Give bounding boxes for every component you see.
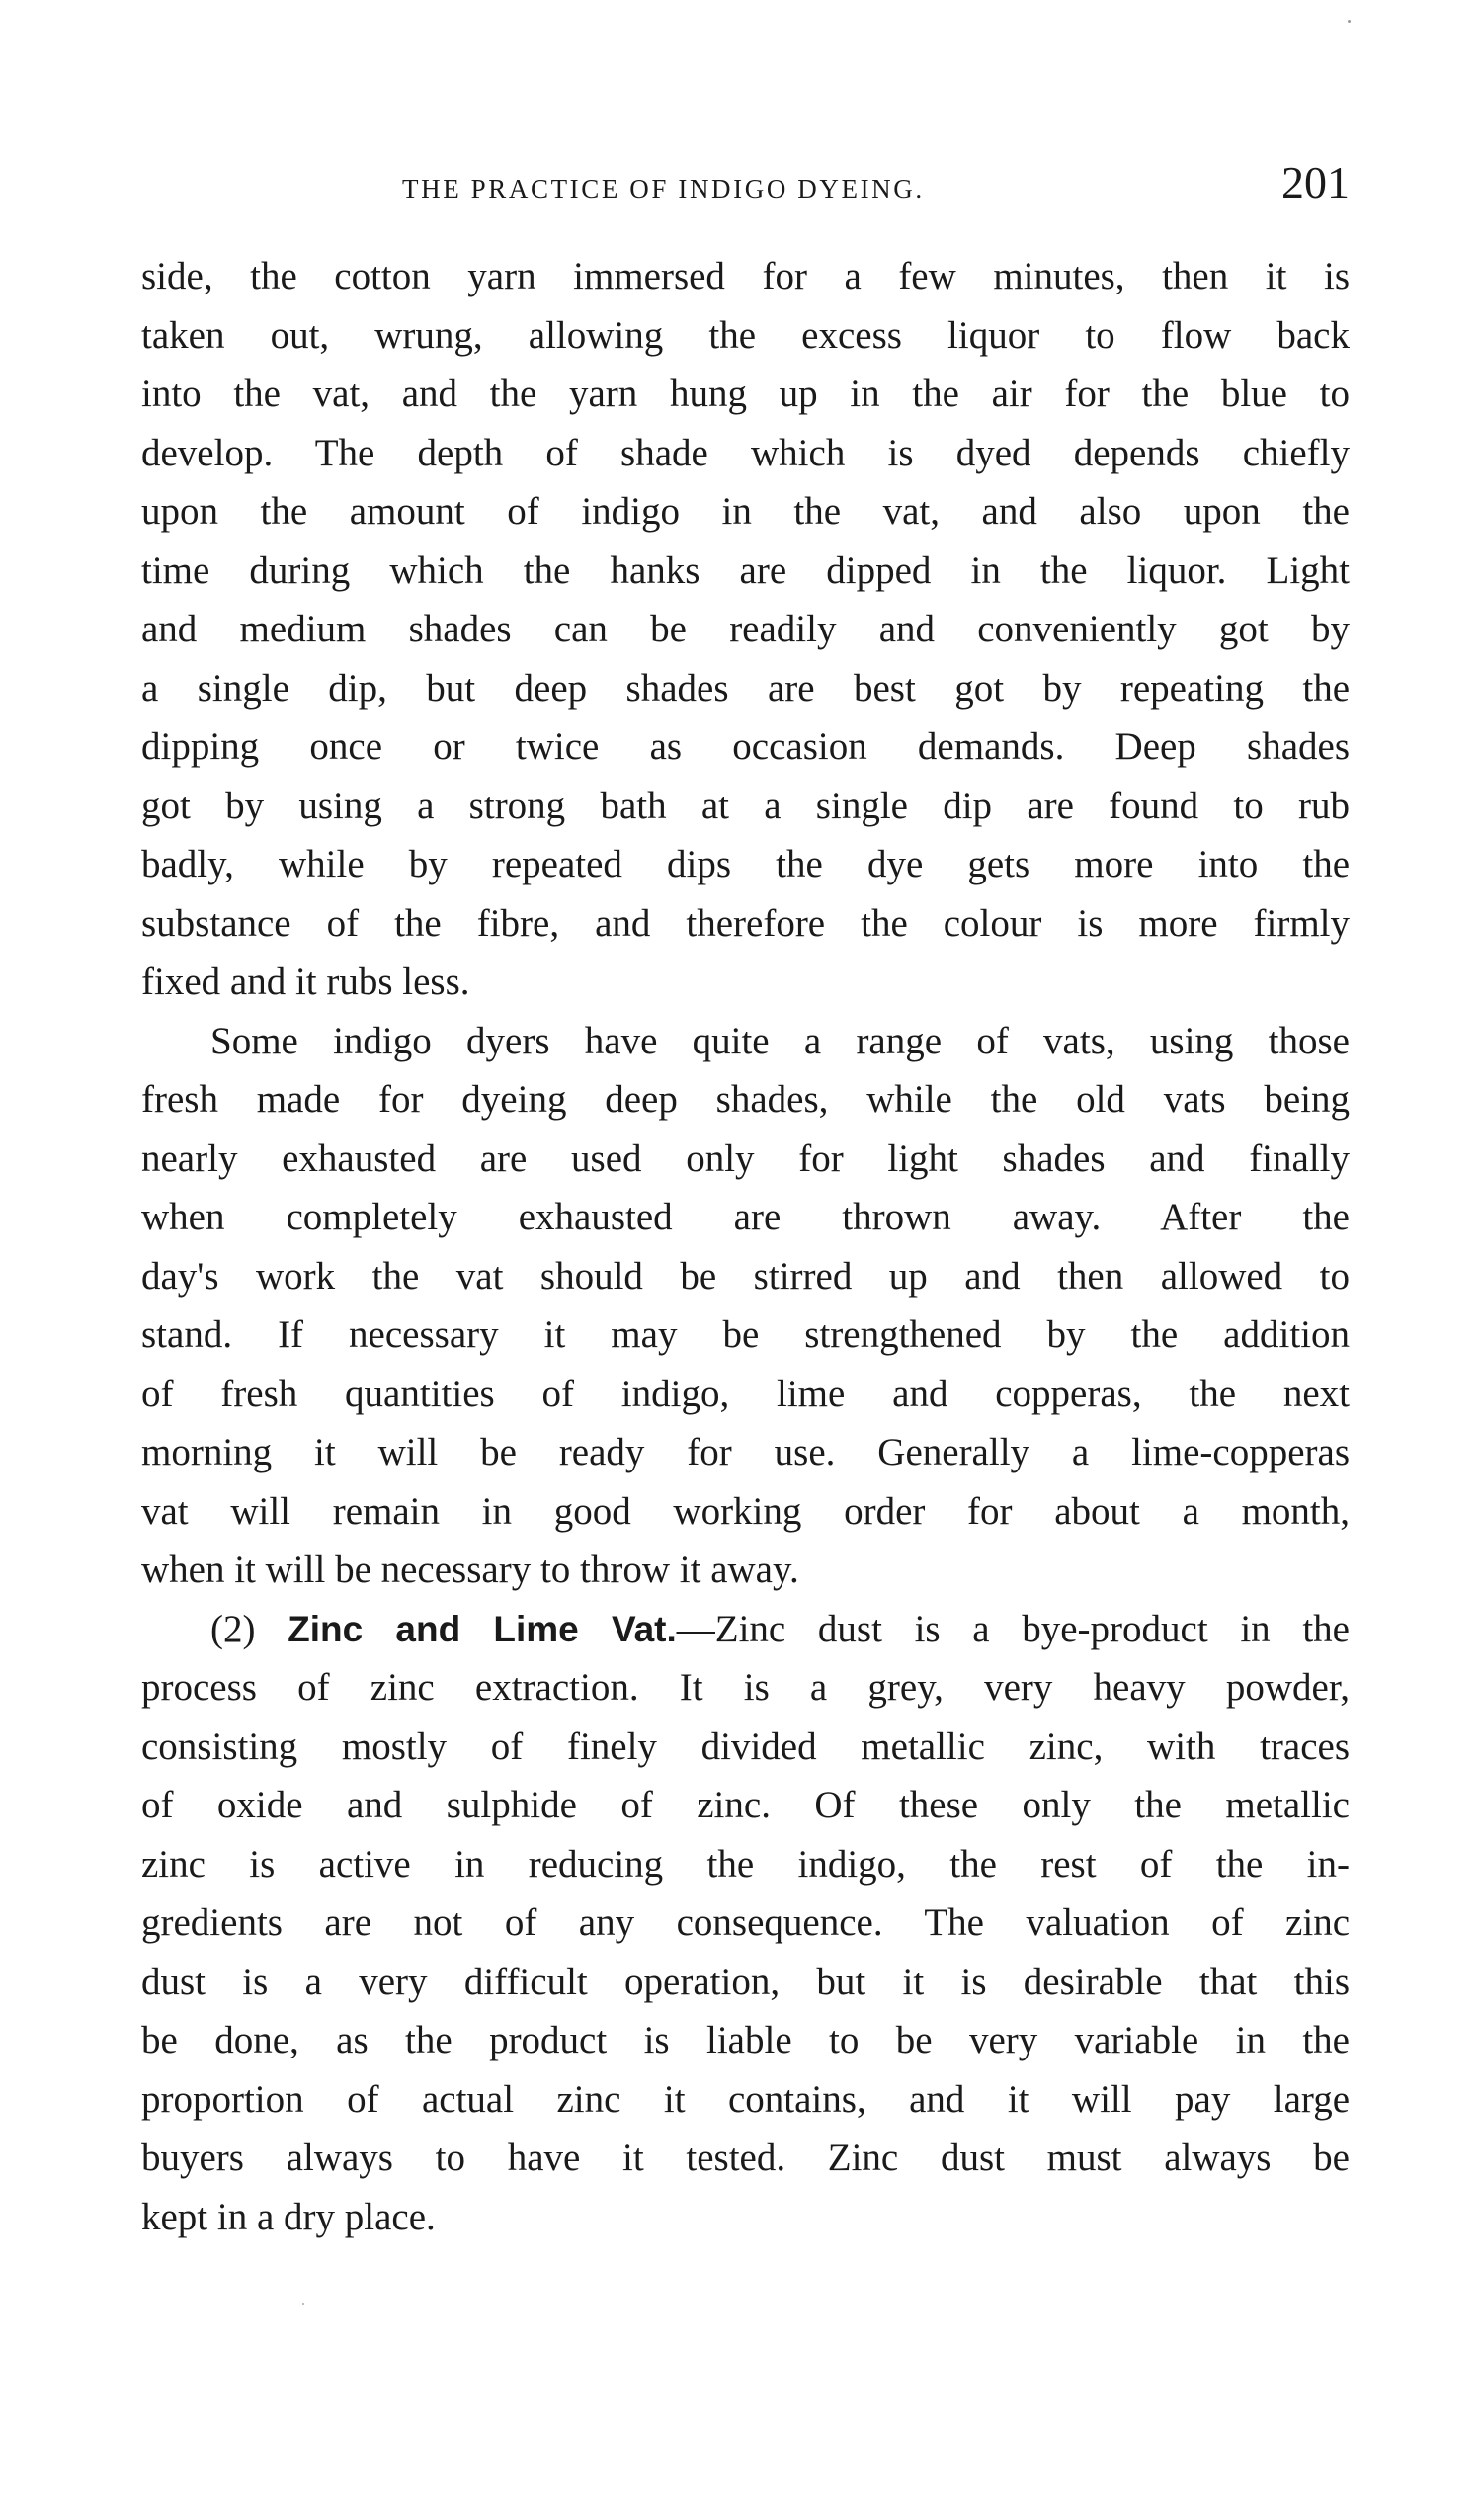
page-speck — [1348, 20, 1351, 23]
text-line: process of zinc extraction. It is a grey, very heavy powder, — [141, 1666, 1350, 1709]
text-line: vat will remain in good working order for about a month, — [141, 1489, 1350, 1533]
text-line: into the vat, and the yarn hung up in the air for the blue to — [141, 373, 1350, 415]
text-line: dipping once or twice as occasion demands. Deep shades — [141, 725, 1350, 768]
text-line: when completely exhausted are thrown away. After the — [141, 1196, 1350, 1238]
text-line: develop. The depth of shade which is dyed depends chiefly — [141, 431, 1350, 474]
text-line: kept in a dry place. — [141, 2195, 436, 2238]
text-line: gredients are not of any consequence. The valuation of zinc — [141, 1901, 1350, 1944]
text-line: and medium shades can be readily and conveniently got by — [141, 608, 1350, 650]
text-line: nearly exhausted are used only for light shades and finally — [141, 1136, 1350, 1180]
text-line: dust is a very difficult operation, but it is desirable that this — [141, 1960, 1350, 2003]
paragraph-vats — [141, 1012, 1350, 1600]
text-line: side, the cotton yarn immersed for a few minutes, then it is — [141, 255, 1350, 297]
text-line: fixed and it rubs less. — [141, 961, 470, 1003]
text-line: buyers always to have it tested. Zinc dust must always be — [141, 2137, 1350, 2179]
page-number: 201 — [1281, 157, 1350, 208]
text-line: badly, while by repeated dips the dye gets more into the — [141, 843, 1350, 885]
text-line: when it will be necessary to throw it away. — [141, 1549, 799, 1591]
section-number: (2) — [210, 1607, 256, 1650]
running-title: THE PRACTICE OF INDIGO DYEING. — [402, 174, 925, 204]
text-line: of oxide and sulphide of zinc. Of these only the metallic — [141, 1784, 1350, 1826]
text-line: proportion of actual zinc it contains, and it will pay large — [141, 2077, 1350, 2121]
text-line: be done, as the product is liable to be very variable in the — [141, 2019, 1350, 2061]
text-line: a single dip, but deep shades are best got by repeating the — [141, 666, 1350, 710]
text-line: Some indigo dyers have quite a range of vats, using those — [210, 1019, 1350, 1062]
text-line: day's work the vat should be stirred up and then allowed to — [141, 1254, 1350, 1298]
section-first-line-text: —Zinc dust is a bye-product in the — [676, 1607, 1350, 1650]
text-line: fresh made for dyeing deep shades, while the old vats being — [141, 1078, 1350, 1121]
section-first-line — [141, 1600, 1350, 1659]
body-text — [141, 247, 1350, 2246]
text-line: got by using a strong bath at a single dip are found to rub — [141, 784, 1350, 827]
text-line: taken out, wrung, allowing the excess liquor to flow back — [141, 313, 1350, 357]
paragraph-continuation — [141, 247, 1350, 1012]
text-line: upon the amount of indigo in the vat, and also upon the — [141, 490, 1350, 533]
text-line: substance of the fibre, and therefore the colour is more firmly — [141, 901, 1350, 945]
section-zinc-lime-vat — [141, 1600, 1350, 2247]
page-speck-lower — [302, 2303, 304, 2305]
running-head — [141, 156, 1350, 215]
text-line: time during which the hanks are dipped in the liquor. Light — [141, 548, 1350, 592]
text-line: morning it will be ready for use. Generally a lime-copperas — [141, 1431, 1350, 1473]
section-heading: Zinc and Lime Vat. — [288, 1608, 677, 1649]
text-line: stand. If necessary it may be strengthened by the addition — [141, 1313, 1350, 1356]
text-line: consisting mostly of finely divided metallic zinc, with traces — [141, 1724, 1350, 1768]
text-line: of fresh quantities of indigo, lime and copperas, the next — [141, 1372, 1350, 1415]
text-line: zinc is active in reducing the indigo, the rest of the in- — [141, 1842, 1350, 1886]
